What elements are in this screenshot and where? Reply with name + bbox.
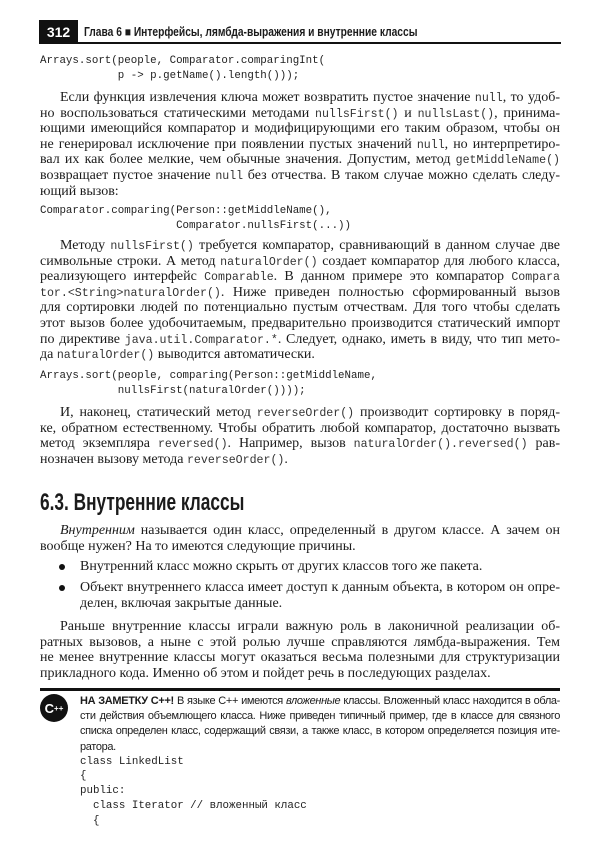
- code-line: {: [80, 814, 100, 827]
- text-line: [60, 238, 560, 254]
- note-line: [80, 725, 560, 740]
- text-run: . Например, вызов: [227, 436, 354, 452]
- text-run: да: [40, 347, 57, 363]
- text-line: [40, 152, 560, 168]
- cpp-icon-letter: C: [44, 700, 55, 716]
- inline-code: Compara: [511, 271, 560, 285]
- text-run: Внутренним: [60, 523, 135, 538]
- text-run: вложенные: [285, 695, 341, 707]
- text-run: . В данном примере это компаратор: [273, 269, 512, 285]
- code-line: Arrays.sort(people, comparing(Person::getMiddleName,: [40, 369, 377, 382]
- code-line: nullsFirst(naturalOrder())));: [40, 384, 306, 397]
- text-line: [40, 436, 560, 452]
- text-run: , но интерпретиро-: [444, 136, 560, 152]
- inline-code: java.util.Comparator.*: [124, 333, 278, 347]
- code-line: Arrays.sort(people, Comparator.comparingInt(: [40, 54, 326, 67]
- text-line: [40, 666, 491, 682]
- text-run: не менее внутренние классы могут оказаться весьма полезными для структуризации: [40, 650, 560, 666]
- text-run: Внутренний класс можно скрыть от других классов того же пакета.: [80, 559, 483, 574]
- inline-code: nullsLast(): [417, 107, 495, 121]
- text-run: ющими имеющийся компаратор и модифицирующими его таким образом, чтобы он: [40, 121, 560, 137]
- bullet-icon: [59, 585, 65, 591]
- text-line: [80, 596, 282, 612]
- text-run: В языке C++ имеются: [173, 695, 286, 707]
- text-line: [60, 619, 560, 635]
- cpp-note-icon: [40, 694, 68, 722]
- page-number: 312: [39, 20, 78, 43]
- code-line: {: [80, 770, 87, 783]
- text-line: [40, 269, 560, 285]
- inline-code: nullsFirst(): [315, 107, 399, 121]
- text-run: метод экземпляра: [40, 436, 158, 452]
- text-run: выводится автоматически.: [154, 347, 315, 363]
- text-run: . Следует, однако, иметь в виду, что тип мето-: [277, 331, 560, 347]
- text-run: НА ЗАМЕТКУ C++!: [80, 695, 174, 707]
- inline-code: getMiddleName(): [455, 154, 560, 168]
- text-run: называется один класс, определенный в другом классе. А зачем он: [134, 523, 560, 538]
- inline-code: null: [215, 170, 244, 183]
- text-run: требуется компаратор, сравнивающий в данном случае две: [193, 238, 560, 253]
- code-line: p -> p.getName().length()));: [40, 69, 300, 82]
- text-run: ратора.: [80, 740, 116, 753]
- text-run: , принима-: [494, 105, 560, 121]
- text-run: и: [398, 105, 418, 121]
- text-line: [60, 523, 560, 539]
- text-line: [40, 421, 560, 437]
- text-line: [40, 168, 560, 184]
- note-line: [80, 710, 560, 725]
- text-run: прикладного кода. Именно об этом и пойдет речь в последующих разделах.: [40, 665, 491, 681]
- text-line: [80, 580, 560, 596]
- code-line: public:: [80, 785, 126, 798]
- text-run: ратных вызовов, а ныне с этой ролью лучше справляются лямбда-выражения. Тем: [40, 634, 560, 650]
- inline-code: reverseOrder(): [186, 453, 285, 467]
- text-run: по директиве: [40, 331, 125, 347]
- note-line: [80, 695, 560, 710]
- text-run: Методу: [60, 238, 111, 253]
- text-line: [40, 184, 119, 200]
- text-run: вообще нужен? На то имеются следующие причины.: [40, 539, 356, 554]
- text-run: сти действия объемлющего класса. Ниже приведен типичный пример, где в классе для связного: [80, 710, 560, 723]
- inline-code: tor.<String>naturalOrder(): [40, 286, 221, 300]
- code-line: Comparator.comparing(Person::getMiddleName(),: [40, 204, 332, 217]
- text-run: для сортировки людей по потенциально пустым отчествам. Для того чтобы сделать: [40, 300, 560, 316]
- inline-code: Comparable: [204, 271, 274, 285]
- code-line: class Iterator // вложенный класс: [80, 799, 307, 812]
- text-run: .: [284, 451, 288, 467]
- text-run: этот вызов более удобочитаемым, предварительно производится статический импорт: [40, 316, 560, 331]
- code-line: Comparator.nullsFirst(...)): [40, 219, 352, 232]
- text-line: [40, 316, 560, 332]
- text-run: производит сортировку в поряд-: [354, 405, 560, 420]
- text-run: Объект внутреннего класса имеет доступ к данным объекта, в котором он опре-: [80, 580, 560, 595]
- text-run: символьные строки. А метод: [40, 253, 221, 269]
- code-line: class LinkedList: [80, 755, 184, 768]
- inline-code: naturalOrder().reversed(): [353, 438, 528, 452]
- inline-code: null: [474, 92, 503, 105]
- text-run: делен, включая закрытые данные.: [80, 596, 283, 611]
- text-run: не генерировал исключение при появлении пустых значений: [40, 136, 417, 152]
- inline-code: null: [416, 138, 445, 152]
- text-line: [40, 635, 560, 651]
- text-run: И, наконец, статический метод: [60, 405, 257, 420]
- text-run: создает компаратор для любого класса,: [317, 253, 560, 269]
- text-run: реализующего интерфейс: [40, 269, 205, 285]
- inline-code: naturalOrder(): [220, 255, 318, 269]
- text-line: [40, 106, 560, 122]
- text-run: ющий вызов:: [40, 183, 119, 199]
- text-run: ке, обратном естественному. Чтобы обратить любой компаратор, достаточно вызвать: [40, 420, 560, 436]
- text-run: нозначен вызову метода: [40, 451, 187, 467]
- running-header: Глава 6 ■ Интерфейсы, лямбда-выражения и внутренние классы: [84, 25, 418, 39]
- text-run: . Ниже приведен полностью сформированный вызов: [220, 284, 560, 300]
- text-line: [40, 121, 560, 137]
- bullet-icon: [59, 564, 65, 570]
- text-line: [80, 559, 482, 575]
- text-run: классы. Вложенный класс находится в обла-: [340, 695, 560, 707]
- inline-code: nullsFirst(): [110, 240, 194, 253]
- text-line: [40, 539, 356, 555]
- inline-code: reverseOrder(): [256, 407, 355, 420]
- section-heading: 6.3. Внутренние классы: [40, 489, 245, 516]
- text-line: [40, 332, 560, 348]
- text-line: [40, 285, 560, 301]
- text-run: без отчества. В таком случае можно сделать следу-: [243, 168, 560, 183]
- text-run: рав-: [527, 436, 560, 452]
- inline-code: naturalOrder(): [56, 349, 155, 363]
- text-line: [40, 300, 560, 316]
- text-run: вал их как более мелкие, чем обычные значения. Допустим, метод: [40, 152, 456, 168]
- cpp-icon-plus: ++: [54, 703, 64, 713]
- header-rule: [39, 42, 561, 44]
- text-line: [60, 405, 560, 421]
- text-line: [40, 347, 315, 363]
- text-run: , то удоб-: [502, 90, 560, 105]
- text-line: [40, 452, 288, 468]
- note-divider: [40, 688, 560, 691]
- text-line: [40, 137, 560, 153]
- text-run: Раньше внутренние классы играли важную роль в лаконичной реализации об-: [60, 619, 560, 634]
- text-line: [60, 90, 560, 106]
- text-run: списка определен класс, содержащий связи, а также класс, в котором определяется позиция ите-: [80, 725, 560, 738]
- note-line: [80, 741, 116, 756]
- text-line: [40, 650, 560, 666]
- text-line: [40, 254, 560, 270]
- inline-code: reversed(): [157, 438, 228, 452]
- text-run: но воспользоваться статическими методами: [40, 105, 315, 121]
- text-run: Если функция извлечения ключа может возвратить пустое значение: [60, 90, 475, 105]
- text-run: возвращает пустое значение: [40, 168, 216, 183]
